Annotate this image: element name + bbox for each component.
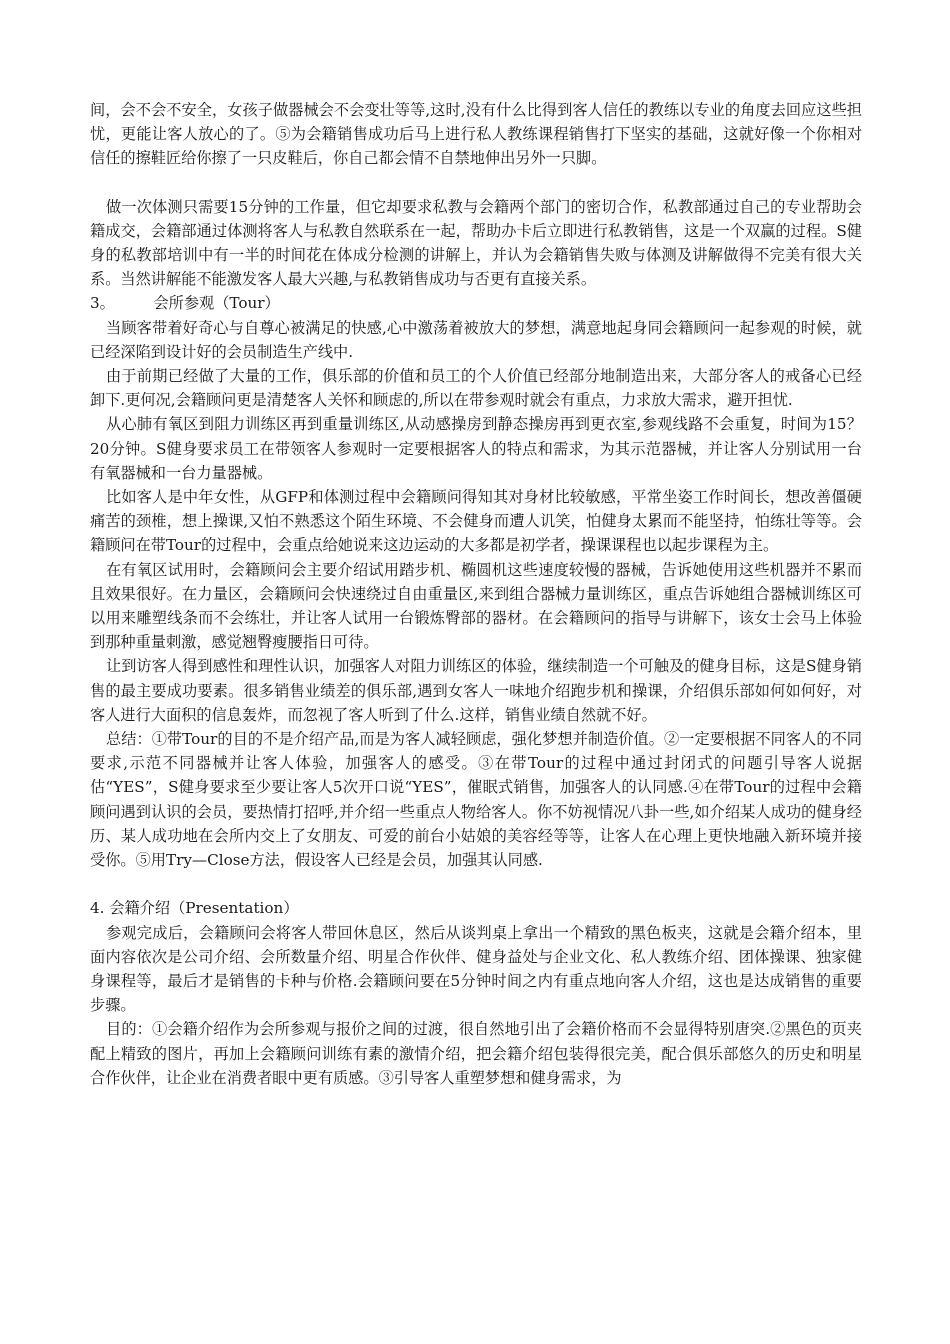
paragraph-body-test: 做一次体测只需要15分钟的工作量，但它却要求私教与会籍两个部门的密切合作，私教部通过自己的专业帮助会籍成交，会籍部通过体测将客人与私教自然联系在一起，帮助办卡后立即进行私教销售，这是一个双赢的过程。S健身的私教部培训中有一半的时间花在体成分检测的讲解上，并认为会籍销售失败与体测及讲解做得不完美有很大关系。当然讲解能不能激发客人最大兴趣,与私教销售成功与否更有直接关系。 [90,197,862,289]
document-page [90,98,862,1090]
tour-paragraph-5: 在有氧区试用时，会籍顾问会主要介绍试用踏步机、椭圆机这些速度较慢的器械，告诉她使用这些机器并不累而且效果很好。在力量区，会籍顾问会快速绕过自由重量区,来到组合器械力量训练区，重点告诉她组合器械训练区可以用来雕塑线条而不会练壮，并让客人试用一台锻炼臀部的器材。在会籍顾问的指导与讲解下，该女士会马上体验到那种重量刺激，感觉翘臀瘦腰指日可待。 [90,560,862,652]
tour-paragraph-2: 由于前期已经做了大量的工作，俱乐部的价值和员工的个人价值已经部分地制造出来，大部分客人的戒备心已经卸下.更何况,会籍顾问更是清楚客人关怀和顾虑的,所以在带参观时就会有重点，力求放大需求，避开担忧. [90,367,862,410]
blank-line [90,171,862,195]
presentation-paragraph-1: 参观完成后，会籍顾问会将客人带回休息区，然后从谈判桌上拿出一个精致的黑色板夹，这就是会籍介绍本，里面内容依次是公司介绍、会所数量介绍、明星合作伙伴、健身益处与企业文化、私人教练介绍、团体操课、独家健身课程等，最后才是销售的卡种与价格.会籍顾问要在5分钟时间之内有重点地向客人介绍，这也是达成销售的重要步骤。 [90,923,862,1015]
tour-paragraph-3: 从心肺有氧区到阻力训练区再到重量训练区,从动感操房到静态操房再到更衣室,参观线路不会重复，时间为15？20分钟。S健身要求员工在带领客人参观时一定要根据客人的特点和需求，为其示范器械，并让客人分别试用一台有氧器械和一台力量器械。 [90,415,862,482]
section-heading-presentation: 4. 会籍介绍（Presentation） [90,899,299,918]
section-heading-tour: 3。 会所参观（Tour） [90,294,280,313]
tour-paragraph-4: 比如客人是中年女性，从GFP和体测过程中会籍顾问得知其对身材比较敏感，平常坐姿工作时间长，想改善僵硬痛苦的颈椎，想上操课,又怕不熟悉这个陌生环境、不会健身而遭人讥笑，怕健身太累而不能坚持，怕练壮等等。会籍顾问在带Tour的过程中，会重点给她说来这边运动的大多都是初学者，操课课程也以起步课程为主。 [90,488,862,555]
tour-paragraph-6: 让到访客人得到感性和理性认识，加强客人对阻力训练区的体验，继续制造一个可触及的健身目标，这是S健身销售的最主要成功要素。很多销售业绩差的俱乐部,遇到女客人一味地介绍跑步机和操课，介绍俱乐部如何如何好，对客人进行大面积的信息轰炸，而忽视了客人听到了什么.这样，销售业绩自然就不好。 [90,657,862,724]
blank-line [90,872,862,896]
paragraph-continued: 间，会不会不安全，女孩子做器械会不会变壮等等,这时,没有什么比得到客人信任的教练以专业的角度去回应这些担忧，更能让客人放心的了。⑤为会籍销售成功后马上进行私人教练课程销售打下坚实的基础，这就好像一个你相对信任的擦鞋匠给你擦了一只皮鞋后，你自己都会情不自禁地伸出另外一只脚。 [90,101,862,168]
tour-paragraph-1: 当顾客带着好奇心与自尊心被满足的快感,心中激荡着被放大的梦想，满意地起身同会籍顾问一起参观的时候，就已经深陷到设计好的会员制造生产线中. [90,318,862,361]
tour-summary-paragraph: 总结：①带Tour的目的不是介绍产品,而是为客人减轻顾虑，强化梦想并制造价值。②一定要根据不同客人的不同要求,示范不同器械并让客人体验，加强客人的感受。③在带Tour的过程中通过封闭式的问题引导客人说据估“YES”，S健身要求至少要让客人5次开口说“YES”，催眠式销售，加强客人的认同感.④在带Tour的过程中会籍顾问遇到认识的会员，要热情打招呼,并介绍一些重点人物给客人。你不妨视情况八卦一些,如介绍某人成功的健身经历、某人成功地在会所内交上了女朋友、可爱的前台小姑娘的美容经等等，让客人在心理上更快地融入新环境并接受你。⑤用Try—Close方法，假设客人已经是会员，加强其认同感. [90,730,862,870]
presentation-paragraph-2: 目的：①会籍介绍作为会所参观与报价之间的过渡，很自然地引出了会籍价格而不会显得特别唐突.②黑色的页夹配上精致的图片，再加上会籍顾问训练有素的激情介绍，把会籍介绍包装得很完美，配合俱乐部悠久的历史和明星合作伙伴，让企业在消费者眼中更有质感。③引导客人重塑梦想和健身需求，为 [90,1020,862,1087]
